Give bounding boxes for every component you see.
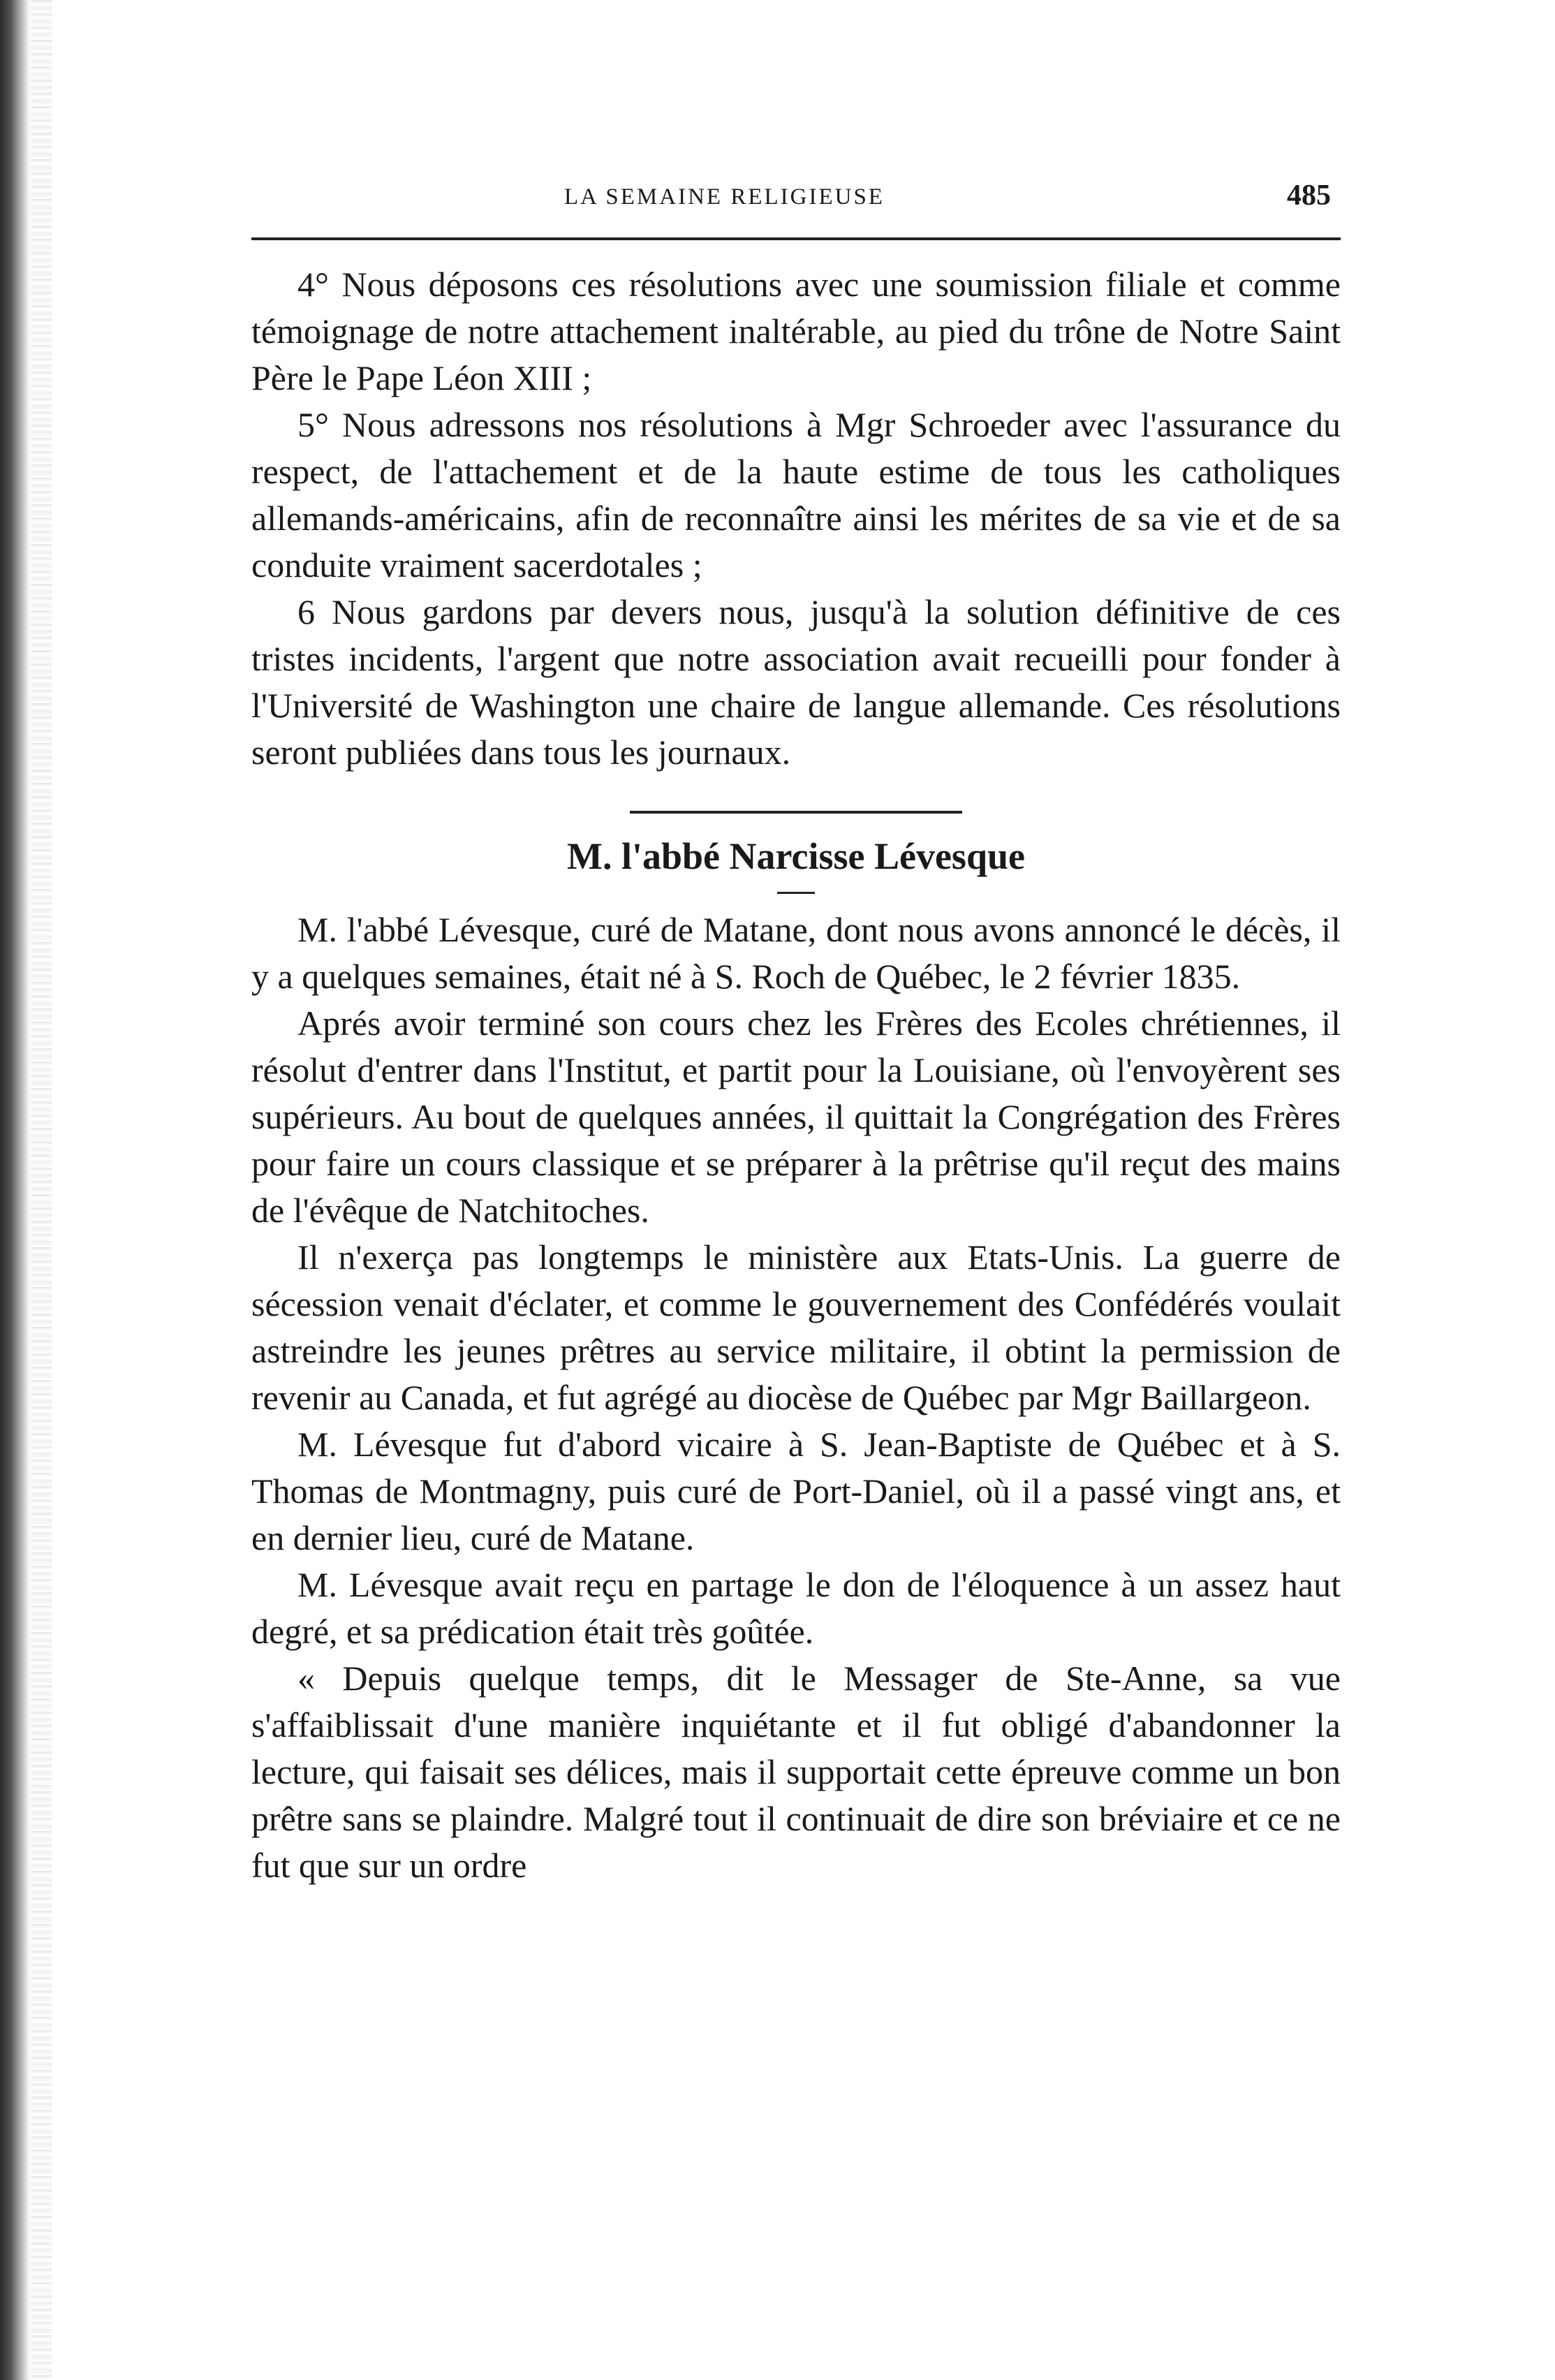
article-paragraph: Aprés avoir terminé son cours chez les Frères des Ecoles chrétiennes, il résolut d'entrer dans l'Institut, et partit pour la Louisiane, où l'envoyèrent ses supérieurs. Au bout de quelques années, il quittait la Congrégation des Frères pour faire un cours classique et se préparer à la prêtrise qu'il reçut des mains de l'évêque de Natchitoches. — [251, 1004, 1341, 1230]
page-number: 485 — [1287, 179, 1331, 212]
running-title: LA SEMAINE RELIGIEUSE — [564, 184, 885, 210]
binding-shadow — [31, 0, 52, 2380]
header-rule — [251, 237, 1341, 240]
article-paragraph: « Depuis quelque temps, dit le Messager de Ste-Anne, sa vue s'affaiblissait d'une manière inquiétante et il fut obligé d'abandonner la lecture, qui faisait ses délices, mais il supportait cette épreuve comme un bon prêtre sans se plaindre. Malgré tout il continuait de dire son bréviaire et ce ne fut que sur un ordre — [251, 1659, 1341, 1885]
resolution-paragraph-4: 4° Nous déposons ces résolutions avec une soumission filiale et comme témoignage de notre attachement inaltérable, au pied du trône de Notre Saint Père le Pape Léon XIII ; — [251, 265, 1341, 397]
article-paragraph: M. Lévesque avait reçu en partage le don de l'éloquence à un assez haut degré, et sa prédication était très goûtée. — [251, 1565, 1341, 1651]
page — [251, 175, 1341, 1889]
article-paragraph: Il n'exerça pas longtemps le ministère aux Etats-Unis. La guerre de sécession venait d'éclater, et comme le gouvernement des Confédérés voulait astreindre les jeunes prêtres au service militaire, il obtint la permission de revenir au Canada, et fut agrégé au diocèse de Québec par Mgr Baillargeon. — [251, 1237, 1341, 1417]
article-title: M. l'abbé Narcisse Lévesque — [567, 835, 1025, 877]
running-head — [251, 175, 1341, 219]
resolution-paragraph-6: 6 Nous gardons par devers nous, jusqu'à la solution définitive de ces tristes incidents, l'argent que notre association avait recueilli pour fonder à l'Université de Washington une chaire de langue allemande. Ces résolutions seront publiées dans tous les journaux. — [251, 592, 1341, 772]
section-divider — [630, 811, 962, 814]
title-dash — [777, 892, 815, 894]
resolution-paragraph-5: 5° Nous adressons nos résolutions à Mgr Schroeder avec l'assurance du respect, de l'attachement et de la haute estime de tous les catholiques allemands-américains, afin de reconnaître ainsi les mérites de sa vie et de sa conduite vraiment sacerdotales ; — [251, 405, 1341, 585]
article-paragraph: M. l'abbé Lévesque, curé de Matane, dont nous avons annoncé le décès, il y a quelques semaines, était né à S. Roch de Québec, le 2 février 1835. — [251, 910, 1341, 996]
book-binding-edge — [0, 0, 31, 2380]
article-paragraph: M. Lévesque fut d'abord vicaire à S. Jean-Baptiste de Québec et à S. Thomas de Montmagny, puis curé de Port-Daniel, où il a passé vingt ans, et en dernier lieu, curé de Matane. — [251, 1425, 1341, 1557]
